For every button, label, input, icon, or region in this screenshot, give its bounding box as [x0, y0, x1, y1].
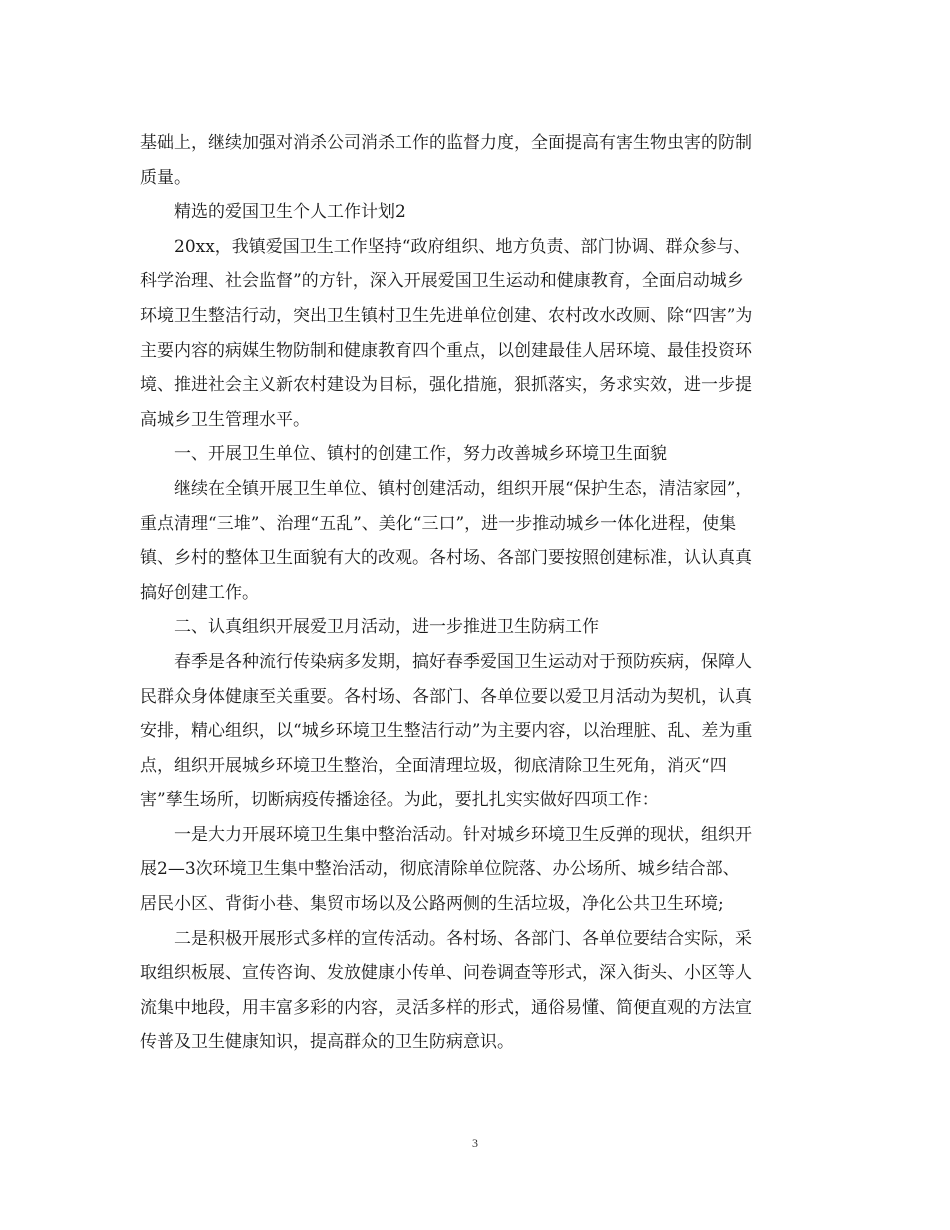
text-line: 二是积极开展形式多样的宣传活动。各村场、各部门、各单位要结合实际，采: [174, 928, 752, 949]
text-line: 传普及卫生健康知识，提高群众的卫生防病意识。: [140, 1032, 514, 1053]
text-line: 害”孳生场所，切断病疫传播途径。为此，要扎扎实实做好四项工作：: [140, 790, 659, 811]
text-line: 点，组织开展城乡环境卫生整治，全面清理垃圾，彻底清除卫生死角，消灭“四: [140, 755, 727, 776]
text-line: 居民小区、背街小巷、集贸市场以及公路两侧的生活垃圾，净化公共卫生环境;: [140, 894, 724, 915]
text-line: 高城乡卫生管理水平。: [140, 409, 310, 430]
document-body: [140, 126, 812, 1060]
section-heading: 一、开展卫生单位、镇村的创建工作，努力改善城乡环境卫生面貌: [174, 444, 667, 465]
page-number: 3: [472, 1136, 478, 1150]
text-line: 春季是各种流行传染病多发期，搞好春季爱国卫生运动对于预防疾病，保障人: [174, 651, 752, 672]
text-line: 安排，精心组织，以“城乡环境卫生整洁行动”为主要内容，以治理脏、乱、差为重: [140, 721, 753, 742]
text-line: 科学治理、社会监督”的方针，深入开展爱国卫生运动和健康教育，全面启动城乡: [140, 271, 744, 292]
text-line: 20xx，我镇爱国卫生工作坚持“政府组织、地方负责、部门协调、群众参与、: [174, 236, 751, 257]
text-line: 继续在全镇开展卫生单位、镇村创建活动，组织开展“保护生态，清洁家园”，: [174, 478, 753, 499]
text-line: 一是大力开展环境卫生集中整治活动。针对城乡环境卫生反弹的现状，组织开: [174, 824, 752, 845]
section-heading: 二、认真组织开展爱卫月活动，进一步推进卫生防病工作: [174, 617, 599, 638]
text-line: 镇、乡村的整体卫生面貌有大的改观。各村场、各部门要按照创建标准，认认真真: [140, 548, 752, 569]
text-line: 环境卫生整洁行动，突出卫生镇村卫生先进单位创建、农村改水改厕、除“四害”为: [140, 305, 753, 326]
text-line: 质量。: [140, 167, 191, 188]
text-line: 取组织板展、宣传咨询、发放健康小传单、问卷调查等形式，深入街头、小区等人: [140, 963, 752, 984]
text-line: 搞好创建工作。: [140, 582, 259, 603]
text-line: 展2—3次环境卫生集中整治活动，彻底清除单位院落、办公场所、城乡结合部、: [140, 859, 740, 880]
text-line: 重点清理“三堆”、治理“五乱”、美化“三口”，进一步推动城乡一体化进程，使集: [140, 513, 737, 534]
section-title: 精选的爱国卫生个人工作计划2: [174, 202, 406, 223]
text-line: 境、推进社会主义新农村建设为目标，强化措施，狠抓落实，务求实效，进一步提: [140, 375, 752, 396]
text-line: 民群众身体健康至关重要。各村场、各部门、各单位要以爱卫月活动为契机，认真: [140, 686, 752, 707]
text-line: 主要内容的病媒生物防制和健康教育四个重点，以创建最佳人居环境、最佳投资环: [140, 340, 752, 361]
text-line: 基础上，继续加强对消杀公司消杀工作的监督力度，全面提高有害生物虫害的防制: [140, 133, 752, 153]
text-line: 流集中地段，用丰富多彩的内容，灵活多样的形式，通俗易懂、简便直观的方法宣: [140, 997, 752, 1018]
